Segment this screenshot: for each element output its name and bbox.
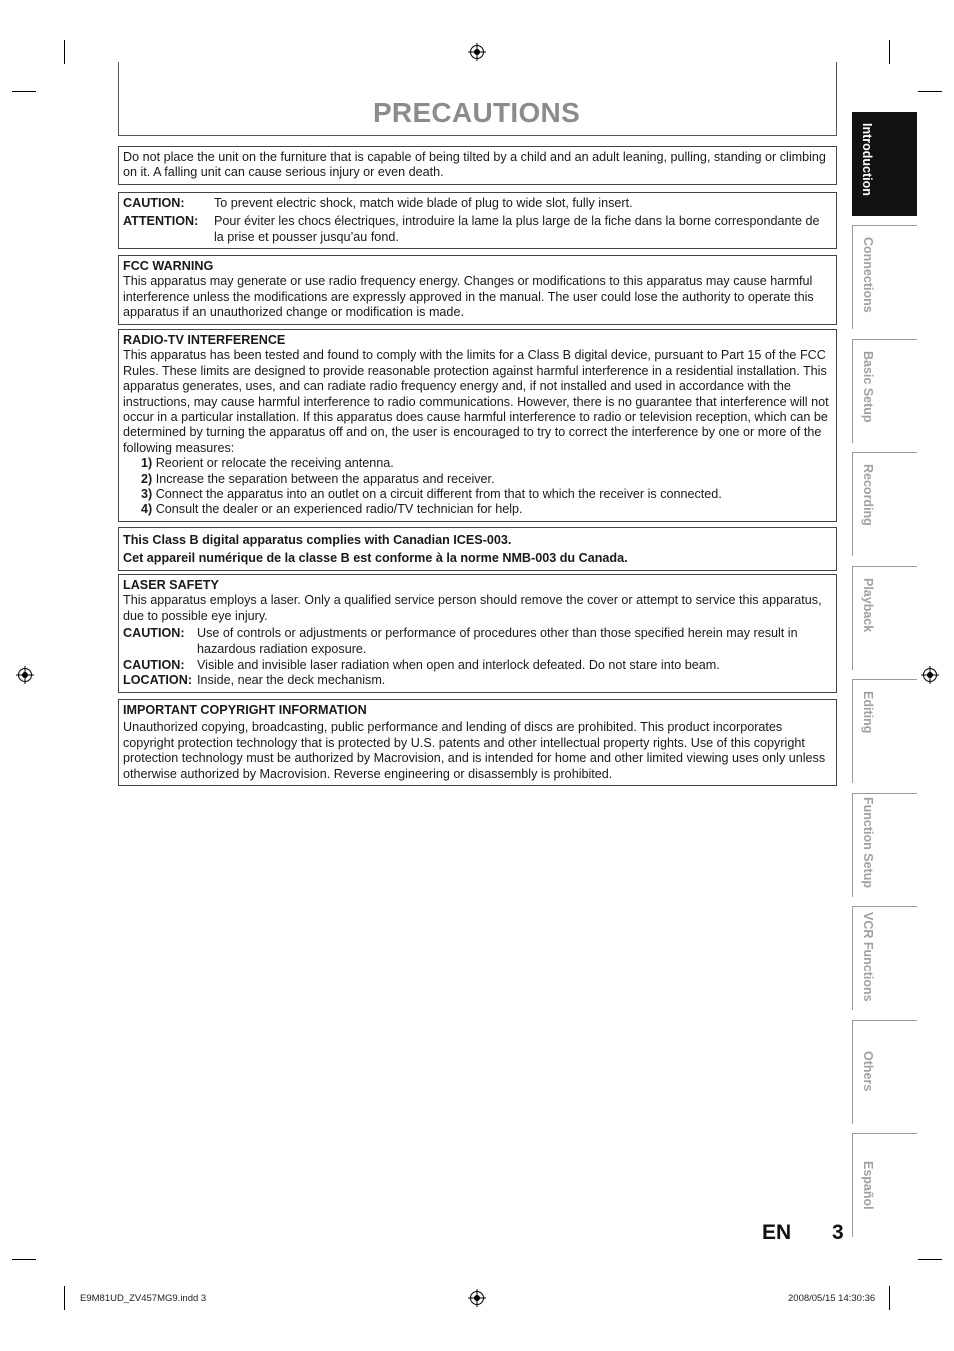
- attention-label: ATTENTION:: [123, 214, 199, 229]
- tab-connections[interactable]: Connections: [852, 225, 917, 329]
- crop-mark: [64, 40, 65, 64]
- tilt-warning-box: [118, 146, 837, 185]
- laser-safety-box: [118, 574, 837, 693]
- canada-line-en: This Class B digital apparatus complies with Canadian ICES-003.: [123, 533, 512, 547]
- registration-mark-icon: [923, 668, 937, 682]
- tab-playback[interactable]: Playback: [852, 566, 917, 670]
- laser-caution-text: Use of controls or adjustments or performance of procedures other than those specified herein may result in hazardous radiation exposure.: [197, 626, 798, 656]
- laser-caution-text: Visible and invisible laser radiation when open and interlock defeated. Do not stare into beam.: [197, 658, 720, 673]
- crop-mark: [918, 91, 942, 92]
- caution-text: To prevent electric shock, match wide blade of plug to wide slot, fully insert.: [214, 196, 633, 210]
- copyright-box: [118, 699, 837, 786]
- tab-editing[interactable]: Editing: [852, 679, 917, 783]
- registration-mark-icon: [470, 45, 484, 59]
- tab-others[interactable]: Others: [852, 1020, 917, 1124]
- laser-heading: LASER SAFETY: [123, 578, 219, 592]
- laser-caution-label: CAUTION:: [123, 658, 185, 673]
- fcc-warning-box: [118, 255, 837, 325]
- tab-function-setup[interactable]: Function Setup: [852, 793, 917, 897]
- registration-mark-icon: [470, 1291, 484, 1305]
- crop-mark: [64, 1286, 65, 1310]
- measure-item: 4) Consult the dealer or an experienced radio/TV technician for help.: [141, 502, 523, 517]
- language-marker: EN: [762, 1221, 792, 1244]
- laser-body: This apparatus employs a laser. Only a qualified service person should remove the cover or attempt to service this apparatus, due to possible eye injury.: [123, 593, 822, 623]
- canada-line-fr: Cet appareil numérique de la classe B est conforme à la norme NMB-003 du Canada.: [123, 551, 628, 565]
- crop-mark: [889, 40, 890, 64]
- tab-recording[interactable]: Recording: [852, 452, 917, 556]
- measure-item: 3) Connect the apparatus into an outlet on a circuit different from that to which the receiver is connected.: [141, 487, 722, 502]
- tab-espanol[interactable]: Español: [852, 1133, 917, 1237]
- fcc-body: This apparatus may generate or use radio frequency energy. Changes or modifications to this apparatus may cause harmful interference unless the modifications are expressly approved in the manual. The user could lose the authority to operate this apparatus if an unauthorized change or modification is made.: [123, 274, 814, 320]
- measure-item: 1) Reorient or relocate the receiving antenna.: [141, 456, 394, 471]
- canada-compliance-box: [118, 527, 837, 571]
- tab-basic-setup[interactable]: Basic Setup: [852, 339, 917, 443]
- tilt-warning-text: Do not place the unit on the furniture that is capable of being tilted by a child and an adult leaning, pulling, standing or climbing on it. A falling unit can cause serious injury or even death.: [123, 150, 826, 180]
- crop-mark: [12, 91, 36, 92]
- footer-file: E9M81UD_ZV457MG9.indd 3: [80, 1293, 207, 1304]
- crop-mark: [12, 1259, 36, 1260]
- crop-mark: [918, 1259, 942, 1260]
- page-title: PRECAUTIONS: [372, 97, 581, 128]
- crop-mark: [889, 1286, 890, 1310]
- radio-tv-box: [118, 329, 837, 522]
- page-number: 3: [832, 1221, 844, 1244]
- tab-vcr-functions[interactable]: VCR Functions: [852, 906, 917, 1010]
- location-text: Inside, near the deck mechanism.: [197, 673, 386, 688]
- radio-tv-heading: RADIO-TV INTERFERENCE: [123, 333, 286, 347]
- footer-timestamp: 2008/05/15 14:30:36: [788, 1293, 876, 1304]
- fcc-heading: FCC WARNING: [123, 259, 214, 273]
- measure-item: 2) Increase the separation between the apparatus and receiver.: [141, 471, 495, 486]
- location-label: LOCATION:: [123, 673, 193, 688]
- laser-caution-label: CAUTION:: [123, 626, 185, 641]
- plug-caution-box: [118, 192, 837, 249]
- registration-mark-icon: [18, 668, 32, 682]
- attention-text: Pour éviter les chocs électriques, introduire la lame la plus large de la fiche dans la borne correspondante de la prise et pousser jusqu’au fond.: [214, 214, 820, 244]
- radio-tv-body: This apparatus has been tested and found to comply with the limits for a Class B digital device, pursuant to Part 15 of the FCC Rules. These limits are designed to provide reasonable protection against harmful interference in a residential installation. This apparatus generates, uses, and can radiate radio frequency energy and, if not installed and used in accordance with the instructions, may cause harmful interference to radio communications. However, there is no guarantee that interference will not occur in a particular installation. If this apparatus does cause harmful interference to radio or television reception, which can be determined by turning the apparatus off and on, the user is encouraged to try to correct the interference by one or more of the following measures:: [123, 348, 829, 455]
- copyright-heading: IMPORTANT COPYRIGHT INFORMATION: [123, 703, 367, 717]
- tab-introduction[interactable]: Introduction: [852, 112, 917, 216]
- copyright-body: Unauthorized copying, broadcasting, public performance and lending of discs are prohibited. This product incorporates copyright protection technology that is protected by U.S. patents and other intellectual property rights. Use of this copyright protection technology must be authorized by Macrovision, and is intended for home and other limited viewing uses only unless otherwise authorized by Macrovision. Reverse engineering or disassembly is prohibited.: [123, 720, 826, 781]
- caution-label: CAUTION:: [123, 196, 185, 210]
